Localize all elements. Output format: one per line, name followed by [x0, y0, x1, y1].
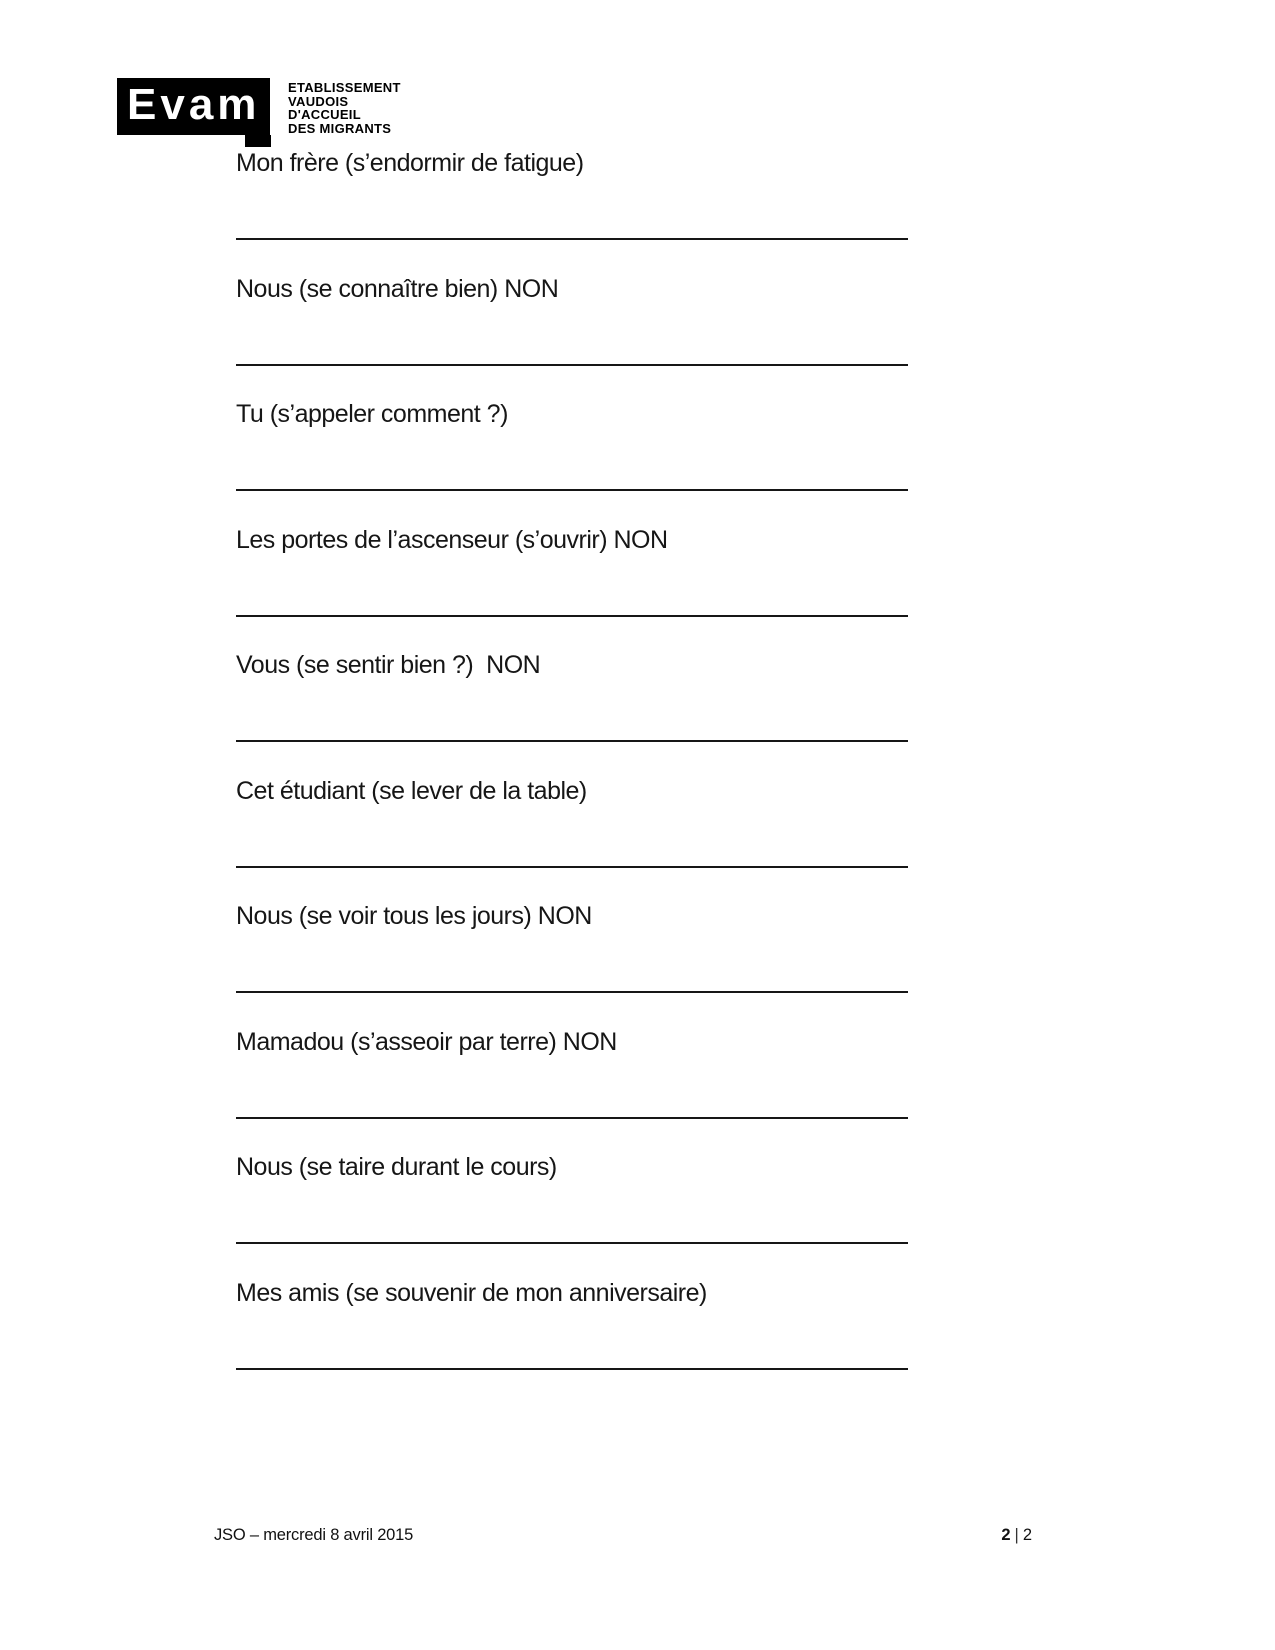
footer-author-date: JSO – mercredi 8 avril 2015	[214, 1526, 414, 1544]
evam-org-name	[288, 81, 508, 135]
prompt-text: Vous (se sentir bien ?) NON	[236, 651, 541, 679]
exercise-item	[236, 523, 908, 649]
evam-logo-wordmark: Evam	[117, 78, 270, 135]
answer-line	[236, 740, 908, 742]
exercise-item	[236, 899, 908, 1025]
prompt-text: Nous (se connaître bien) NON	[236, 274, 559, 303]
prompt-text: Nous (se taire durant le cours)	[236, 1153, 557, 1181]
answer-line	[236, 991, 908, 993]
prompt-text: Nous (se voir tous les jours) NON	[236, 902, 592, 930]
answer-line	[236, 615, 908, 617]
footer-page-total: 2	[1022, 1526, 1032, 1544]
prompt-text: Mes amis (se souvenir de mon anniversaire)	[236, 1278, 707, 1307]
exercise-item	[236, 1150, 908, 1276]
answer-line	[236, 1368, 908, 1370]
worksheet	[236, 146, 908, 1401]
prompt-text: Mamadou (s’asseoir par terre) NON	[236, 1027, 617, 1056]
answer-line	[236, 364, 908, 366]
exercise-item	[236, 272, 908, 398]
evam-org-line: ETABLISSEMENT	[288, 80, 401, 95]
exercise-item	[236, 774, 908, 900]
exercise-item	[236, 1276, 908, 1402]
evam-logo	[117, 78, 401, 136]
footer-page-separator: |	[1014, 1526, 1019, 1544]
exercise-item	[236, 648, 908, 774]
answer-line	[236, 866, 908, 868]
footer-page-number	[1001, 1526, 1032, 1545]
footer-page-current: 2	[1001, 1526, 1011, 1544]
page-footer	[214, 1526, 1032, 1545]
exercise-item	[236, 397, 908, 523]
prompt-text: Cet étudiant (se lever de la table)	[236, 776, 587, 805]
exercise-item	[236, 1025, 908, 1151]
prompt-text: Les portes de l’ascenseur (s’ouvrir) NON	[236, 525, 668, 554]
exercise-item	[236, 146, 908, 272]
answer-line	[236, 489, 908, 491]
answer-line	[236, 1242, 908, 1244]
evam-org-line: D'ACCUEIL	[288, 107, 361, 122]
answer-line	[236, 238, 908, 240]
evam-org-line: DES MIGRANTS	[288, 120, 392, 136]
evam-org-line: VAUDOIS	[288, 93, 349, 109]
answer-line	[236, 1117, 908, 1119]
prompt-text: Mon frère (s’endormir de fatigue)	[236, 149, 584, 177]
prompt-text: Tu (s’appeler comment ?)	[236, 400, 508, 428]
